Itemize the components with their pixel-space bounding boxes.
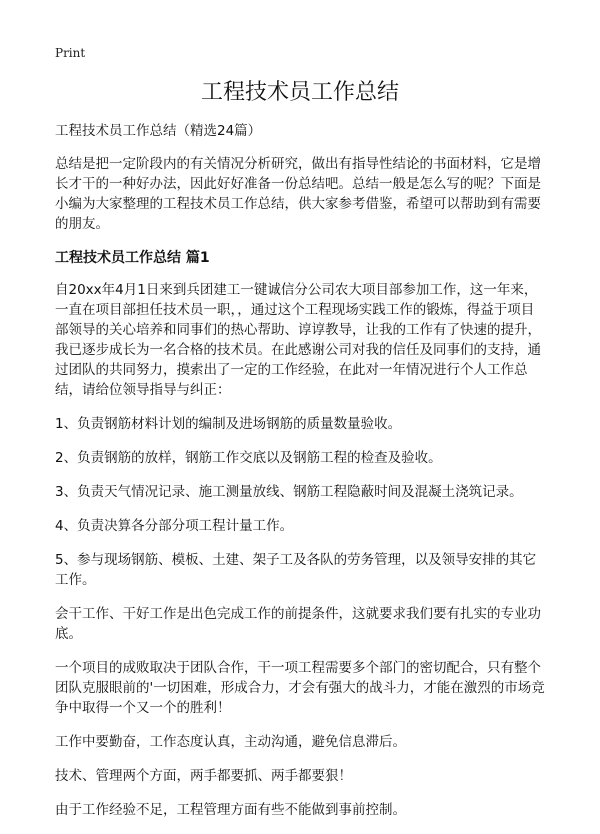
body-paragraph: 由于工作经验不足，工程管理方面有些不能做到事前控制。 (55, 802, 406, 818)
body-paragraph: 会干工作、干好工作是出色完成工作的前提条件，这就要求我们要有扎实的专业功底。 (55, 606, 541, 642)
body-paragraph: 工作中要勤奋，工作态度认真，主动沟通，避免信息滞后。 (55, 734, 406, 750)
page-title: 工程技术员工作总结 (200, 80, 399, 105)
print-link[interactable]: Print (55, 46, 86, 60)
body-paragraph: 一个项目的成败取决于团队合作，干一项工程需要多个部门的密切配合，只有整个团队克服眼前的'一切困难，形成合力，才会有强大的战斗力，才能在激烈的市场竞争中取得一个又一个的胜利！ (55, 660, 545, 716)
body-paragraph: 自20xx年4月1日来到兵团建工一键诚信分公司农大项目部参加工作，这一年来，一直在项目部担任技术员一职，，通过这个工程现场实践工作的锻炼，得益于项目部领导的关心培养和同事们的热心帮助、谆谆教导，让我的工作有了快速的提升，我已逐步成长为一名合格的技术员。在此感谢公司对我的信任及同事们的支持，通过团队的共同努力，摸索出了一定的工作经验，在此对一年情况进行个人工作总结，请给位领导指导与纠正： (55, 282, 541, 398)
section-heading: 工程技术员工作总结 篇1 (55, 250, 210, 266)
list-item: 2、负责钢筋的放样，钢筋工作交底以及钢筋工程的检查及验收。 (55, 450, 442, 466)
list-item: 1、负责钢筋材料计划的编制及进场钢筋的质量数量验收。 (55, 416, 402, 432)
body-paragraph: 技术、管理两个方面，两手都要抓、两手都要狠！ (55, 768, 352, 784)
document-subtitle: 工程技术员工作总结（精选24篇） (55, 123, 262, 139)
list-item: 3、负责天气情况记录、施工测量放线、钢筋工程隐蔽时间及混凝土浇筑记录。 (55, 484, 523, 500)
list-item: 5、参与现场钢筋、模板、土建、架子工及各队的劳务管理，以及领导安排的其它工作。 (55, 552, 537, 588)
list-item: 4、负责决算各分部分项工程计量工作。 (55, 518, 294, 534)
intro-paragraph: 总结是把一定阶段内的有关情况分析研究，做出有指导性结论的书面材料，它是增长才干的一种好办法，因此好好准备一份总结吧。总结一般是怎么写的呢？下面是小编为大家整理的工程技术员工作总结，供大家参考借鉴，希望可以帮助到有需要的朋友。 (55, 156, 541, 232)
document-body (55, 122, 545, 834)
